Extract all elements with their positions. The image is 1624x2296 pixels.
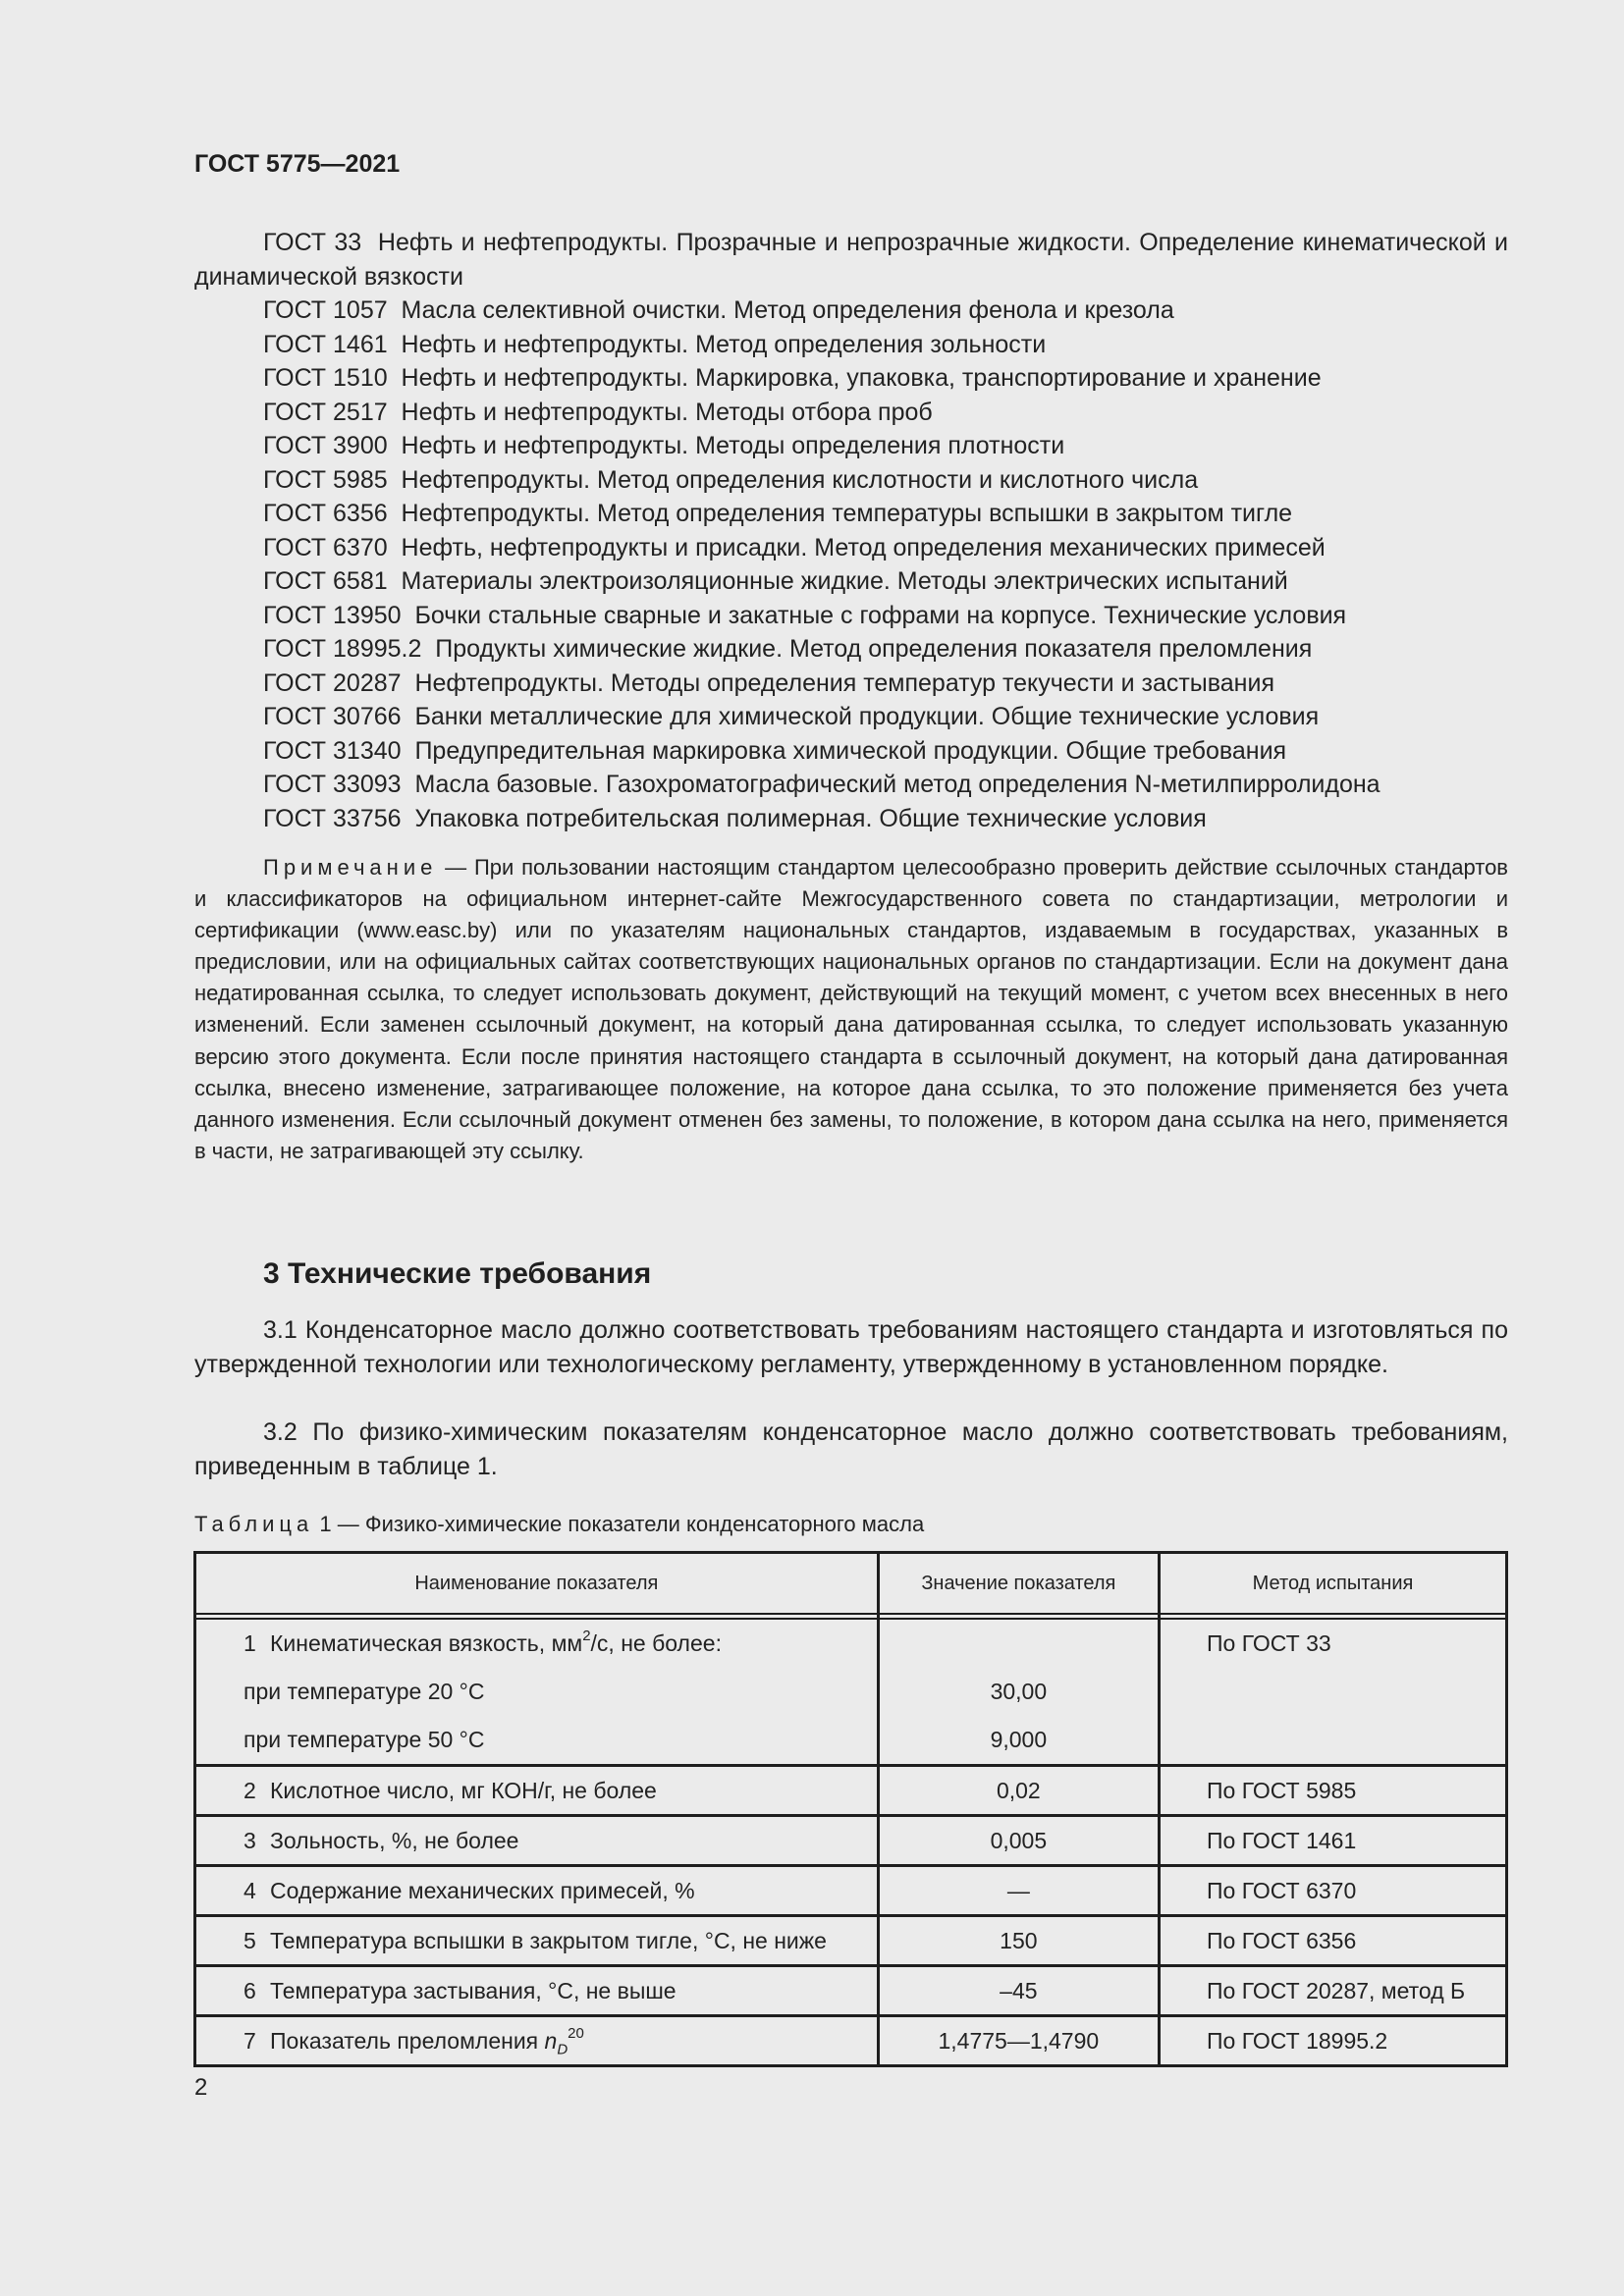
cell-method: По ГОСТ 6356 [1160,1916,1507,1966]
reference-item [194,700,1508,734]
cell-name: 6 Температура застывания, °С, не выше [195,1966,879,2016]
column-header-method: Метод испытания [1160,1553,1507,1615]
reference-code: ГОСТ 1510 [263,364,388,392]
table-row [195,1866,1507,1916]
reference-item [194,768,1508,802]
reference-title: Нефтепродукты. Метод определения кислотности и кислотного числа [401,465,1199,494]
reference-title: Материалы электроизоляционные жидкие. Методы электрических испытаний [401,567,1288,595]
reference-code: ГОСТ 2517 [263,398,388,426]
cell-name: 3 Зольность, %, не более [195,1816,879,1866]
reference-code: ГОСТ 33 [263,229,362,256]
page-number: 2 [194,2074,208,2101]
cell-method [1160,1716,1507,1766]
reference-code: ГОСТ 20287 [263,668,402,697]
reference-title: Нефть и нефтепродукты. Методы определения плотности [401,432,1065,459]
reference-title: Продукты химические жидкие. Метод определения показателя преломления [435,635,1313,663]
reference-code: ГОСТ 1461 [263,330,388,358]
reference-item [194,429,1508,463]
cell-method: По ГОСТ 33 [1160,1619,1507,1668]
cell-method: По ГОСТ 5985 [1160,1766,1507,1816]
table-row [195,1916,1507,1966]
reference-title: Нефть и нефтепродукты. Маркировка, упаковка, транспортирование и хранение [401,364,1322,392]
reference-code: ГОСТ 18995.2 [263,635,422,663]
reference-title: Нефтепродукты. Методы определения температур текучести и застывания [414,668,1274,697]
section-heading: 3 Технические требования [263,1257,652,1290]
cell-value: — [878,1866,1159,1916]
column-header-name: Наименование показателя [195,1553,879,1615]
table-caption-label: Таблица [194,1512,314,1536]
cell-name: 4 Содержание механических примесей, % [195,1866,879,1916]
reference-code: ГОСТ 3900 [263,432,388,459]
reference-title: Предупредительная маркировка химической продукции. Общие требования [414,736,1287,765]
cell-value: 150 [878,1916,1159,1966]
reference-item [194,226,1508,294]
document-id-header: ГОСТ 5775—2021 [194,150,401,178]
refractive-index-symbol: $n_D^{20}$ [544,2024,584,2058]
note-text: — При пользовании настоящим стандартом целесообразно проверить действие ссылочных стандартов и классификаторов на официальном интернет-сайте Межгосударственного совета по стандартизации, метрологии и сертификации (www.easc.by) или по указателям национальных стандартов, издаваемым в государствах, указанных в предисловии, или на официальных сайтах соответствующих национальных органов по стандартизации. Если на документ дана недатированная ссылка, то следует использовать документ, действующий на текущий момент, с учетом всех внесенных в него изменений. Если заменен ссылочный документ, на который дана датированная ссылка, то следует использовать указанную версию этого документа. Если после принятия настоящего стандарта в ссылочный документ, на который дана датированная ссылка, внесено изменение, затрагивающее положение, на которое дана ссылка, то это положение применяется без учета данного изменения. Если ссылочный документ отменен без замены, то положение, в котором дана ссылка на него, применяется в части, не затрагивающей эту ссылку. [194,855,1508,1163]
cell-method [1160,1668,1507,1716]
reference-title: Нефть и нефтепродукты. Метод определения зольности [401,330,1047,358]
reference-item [194,667,1508,701]
column-header-value: Значение показателя [878,1553,1159,1615]
cell-method: По ГОСТ 18995.2 [1160,2016,1507,2066]
reference-code: ГОСТ 13950 [263,601,402,629]
reference-item [194,328,1508,362]
reference-item [194,396,1508,430]
cell-value: 30,00 [878,1668,1159,1716]
reference-item [194,734,1508,769]
table-caption [194,1511,924,1538]
reference-item [194,599,1508,633]
reference-title: Нефть и нефтепродукты. Прозрачные и непрозрачные жидкости. Определение кинематической и динамической вязкости [194,229,1508,291]
reference-title: Упаковка потребительская полимерная. Общие технические условия [414,804,1207,832]
cell-value: 1,4775—1,4790 [878,2016,1159,2066]
reference-item [194,361,1508,396]
table-row [195,2016,1507,2066]
reference-code: ГОСТ 33093 [263,771,402,798]
reference-code: ГОСТ 5985 [263,465,388,494]
clause-3-2: 3.2 По физико-химическим показателям конденсаторное масло должно соответствовать требованиям, приведенным в таблице 1. [194,1418,1508,1480]
cell-name: при температуре 20 °С [195,1668,879,1716]
table-subrow [195,1668,1507,1716]
reference-title: Нефть и нефтепродукты. Методы отбора проб [401,398,933,426]
reference-code: ГОСТ 31340 [263,736,402,765]
reference-title: Нефть, нефтепродукты и присадки. Метод определения механических примесей [401,533,1326,561]
note-label: Примечание [263,855,438,880]
table-header-row [195,1553,1507,1615]
reference-code: ГОСТ 6370 [263,533,388,561]
reference-title: Масла базовые. Газохроматографический метод определения N-метилпирролидона [414,771,1380,798]
reference-title: Масла селективной очистки. Метод определения фенола и крезола [401,296,1174,324]
reference-item [194,294,1508,328]
reference-item [194,497,1508,531]
normative-references-list [194,226,1508,835]
reference-code: ГОСТ 6581 [263,567,388,595]
table-row [195,1766,1507,1816]
cell-name: при температуре 50 °С [195,1716,879,1766]
table-row [195,1816,1507,1866]
reference-item [194,531,1508,565]
table-row [195,1966,1507,2016]
cell-value: 0,005 [878,1816,1159,1866]
cell-name: 5 Температура вспышки в закрытом тигле, °С, не ниже [195,1916,879,1966]
cell-name: 2 Кислотное число, мг КОН/г, не более [195,1766,879,1816]
reference-title: Банки металлические для химической продукции. Общие технические условия [414,703,1320,730]
properties-table [193,1551,1508,2067]
reference-code: ГОСТ 30766 [263,703,402,730]
table-subrow [195,1716,1507,1766]
reference-item [194,564,1508,599]
reference-title: Нефтепродукты. Метод определения температуры вспышки в закрытом тигле [401,500,1293,527]
cell-method: По ГОСТ 1461 [1160,1816,1507,1866]
cell-method: По ГОСТ 6370 [1160,1866,1507,1916]
reference-code: ГОСТ 6356 [263,500,388,527]
table-caption-text: 1 — Физико-химические показатели конденсаторного масла [313,1512,925,1536]
reference-code: ГОСТ 33756 [263,804,402,832]
cell-method: По ГОСТ 20287, метод Б [1160,1966,1507,2016]
reference-title: Бочки стальные сварные и закатные с гофрами на корпусе. Технические условия [414,601,1347,629]
cell-value: –45 [878,1966,1159,2016]
cell-value: 0,02 [878,1766,1159,1816]
note-paragraph [194,852,1508,1167]
cell-name: 7 Показатель преломления $n_D^{20}$ [195,2016,879,2066]
reference-item [194,632,1508,667]
table-row [195,1619,1507,1668]
cell-value: 9,000 [878,1716,1159,1766]
cell-name: 1 Кинематическая вязкость, $мм^2/с$, не более: [195,1619,879,1668]
reference-item [194,463,1508,498]
clause-3-1: 3.1 Конденсаторное масло должно соответствовать требованиям настоящего стандарта и изготовляться по утвержденной технологии или технологическому регламенту, утвержденному в установленном порядке. [194,1316,1508,1378]
cell-value [878,1619,1159,1668]
reference-code: ГОСТ 1057 [263,296,388,324]
reference-item [194,802,1508,836]
